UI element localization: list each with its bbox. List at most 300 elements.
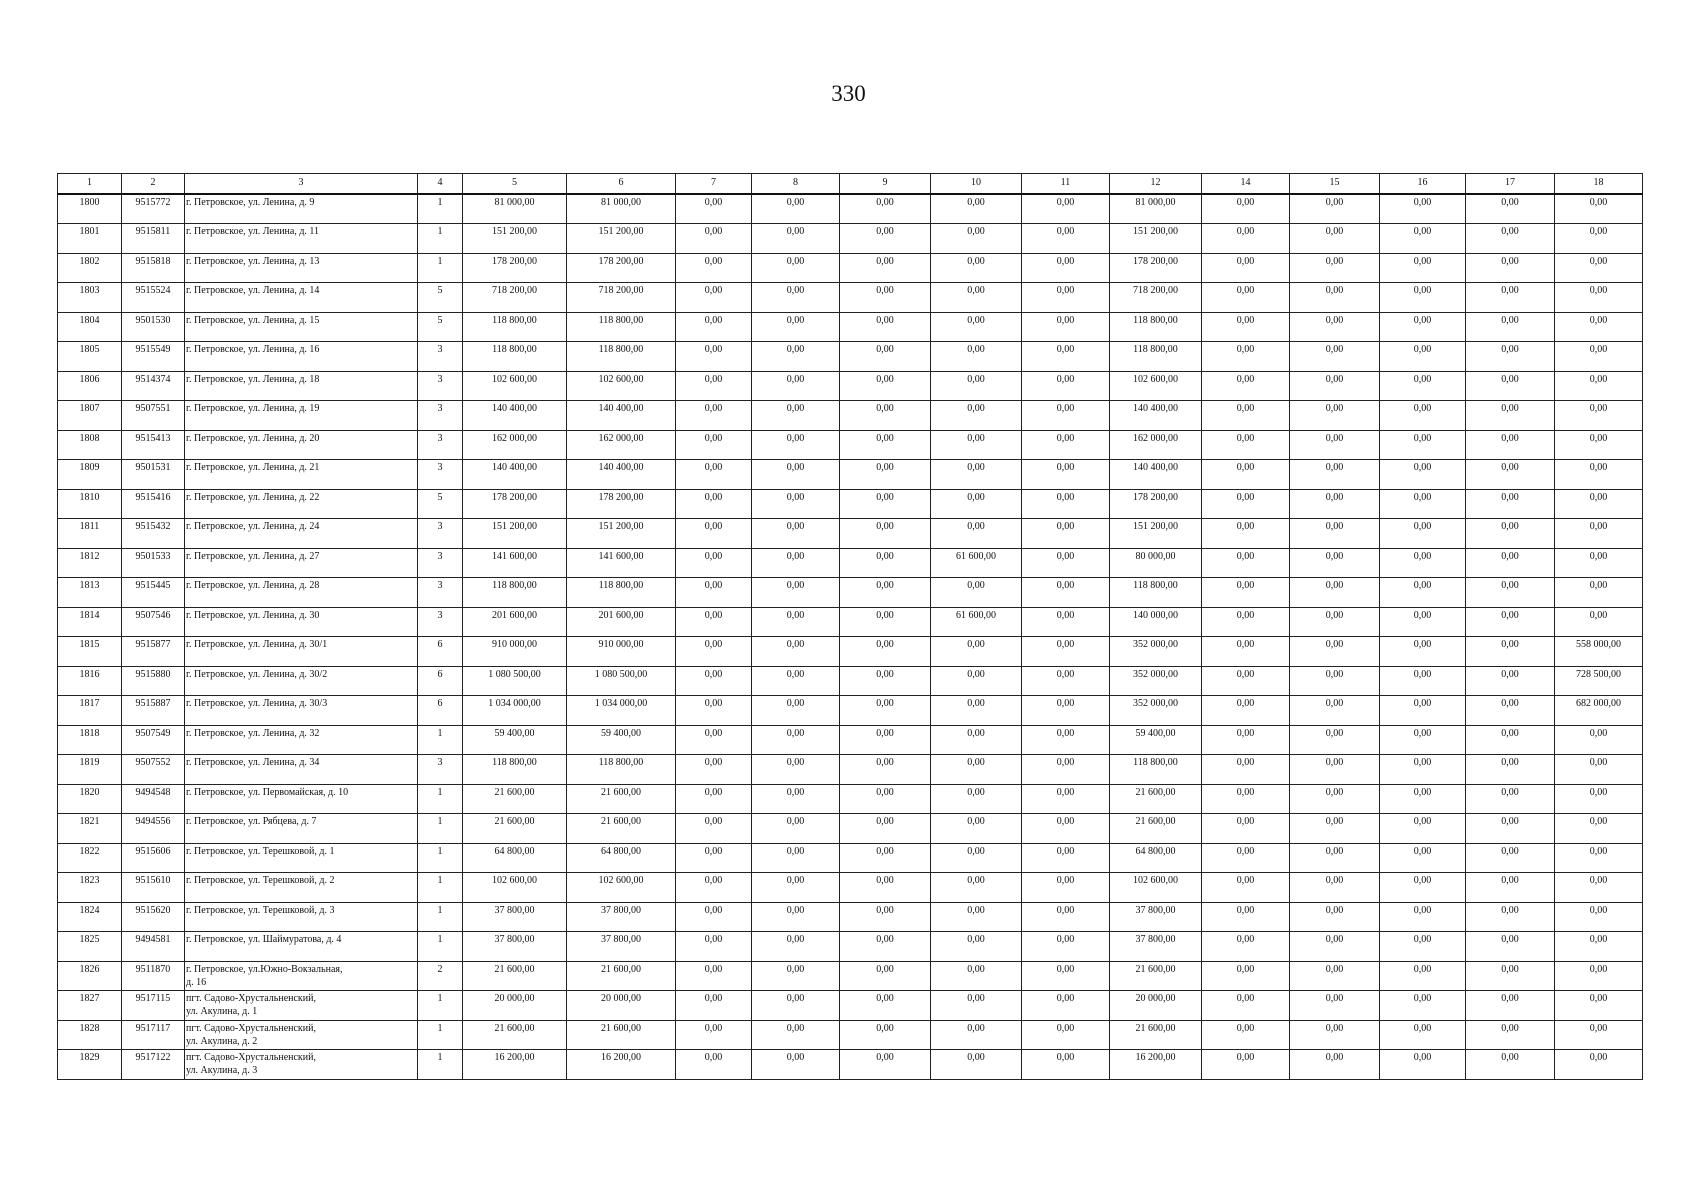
value-cell-col-5: 37 800,00 bbox=[463, 932, 567, 962]
value-cell-col-10: 61 600,00 bbox=[931, 607, 1022, 637]
value-cell-col-14: 0,00 bbox=[1202, 784, 1290, 814]
value-cell-col-16: 0,00 bbox=[1380, 1020, 1466, 1050]
column-header: 5 bbox=[463, 174, 567, 195]
value-cell-col-11: 0,00 bbox=[1022, 607, 1110, 637]
object-code-cell: 9515880 bbox=[122, 666, 185, 696]
value-cell-col-5: 118 800,00 bbox=[463, 578, 567, 608]
value-cell-col-4: 6 bbox=[418, 696, 463, 726]
value-cell-col-16: 0,00 bbox=[1380, 755, 1466, 785]
value-cell-col-16: 0,00 bbox=[1380, 519, 1466, 549]
value-cell-col-7: 0,00 bbox=[676, 342, 752, 372]
row-number-cell: 1828 bbox=[58, 1020, 122, 1050]
value-cell-col-17: 0,00 bbox=[1466, 607, 1555, 637]
value-cell-col-12: 178 200,00 bbox=[1110, 489, 1202, 519]
value-cell-col-7: 0,00 bbox=[676, 902, 752, 932]
table-row bbox=[58, 725, 1643, 755]
value-cell-col-18: 682 000,00 bbox=[1555, 696, 1643, 726]
value-cell-col-17: 0,00 bbox=[1466, 519, 1555, 549]
value-cell-col-7: 0,00 bbox=[676, 430, 752, 460]
value-cell-col-17: 0,00 bbox=[1466, 637, 1555, 667]
value-cell-col-4: 6 bbox=[418, 666, 463, 696]
object-code-cell: 9494556 bbox=[122, 814, 185, 844]
value-cell-col-4: 1 bbox=[418, 253, 463, 283]
value-cell-col-6: 16 200,00 bbox=[567, 1050, 676, 1080]
value-cell-col-7: 0,00 bbox=[676, 460, 752, 490]
value-cell-col-14: 0,00 bbox=[1202, 873, 1290, 903]
value-cell-col-8: 0,00 bbox=[752, 194, 840, 224]
value-cell-col-15: 0,00 bbox=[1290, 784, 1380, 814]
object-code-cell: 9515445 bbox=[122, 578, 185, 608]
object-code-cell: 9517117 bbox=[122, 1020, 185, 1050]
value-cell-col-18: 0,00 bbox=[1555, 194, 1643, 224]
address-line: д. 16 bbox=[186, 976, 207, 988]
row-number-cell: 1804 bbox=[58, 312, 122, 342]
value-cell-col-7: 0,00 bbox=[676, 283, 752, 313]
value-cell-col-4: 1 bbox=[418, 991, 463, 1021]
column-header: 9 bbox=[840, 174, 931, 195]
value-cell-col-16: 0,00 bbox=[1380, 460, 1466, 490]
address-line: г. Петровское, ул. Ленина, д. 21 bbox=[186, 462, 320, 473]
object-code-cell: 9515606 bbox=[122, 843, 185, 873]
value-cell-col-9: 0,00 bbox=[840, 961, 931, 991]
value-cell-col-11: 0,00 bbox=[1022, 696, 1110, 726]
value-cell-col-6: 201 600,00 bbox=[567, 607, 676, 637]
value-cell-col-12: 21 600,00 bbox=[1110, 961, 1202, 991]
address-line: г. Петровское, ул. Терешковой, д. 3 bbox=[186, 904, 335, 916]
value-cell-col-15: 0,00 bbox=[1290, 873, 1380, 903]
value-cell-col-12: 37 800,00 bbox=[1110, 932, 1202, 962]
value-cell-col-15: 0,00 bbox=[1290, 578, 1380, 608]
value-cell-col-5: 21 600,00 bbox=[463, 814, 567, 844]
address-line: ул. Акулина, д. 2 bbox=[186, 1035, 258, 1047]
value-cell-col-14: 0,00 bbox=[1202, 312, 1290, 342]
value-cell-col-16: 0,00 bbox=[1380, 784, 1466, 814]
value-cell-col-7: 0,00 bbox=[676, 371, 752, 401]
address-cell bbox=[185, 666, 418, 696]
value-cell-col-7: 0,00 bbox=[676, 814, 752, 844]
object-code-cell: 9515524 bbox=[122, 283, 185, 313]
value-cell-col-15: 0,00 bbox=[1290, 814, 1380, 844]
value-cell-col-10: 0,00 bbox=[931, 932, 1022, 962]
value-cell-col-12: 118 800,00 bbox=[1110, 342, 1202, 372]
value-cell-col-11: 0,00 bbox=[1022, 430, 1110, 460]
value-cell-col-7: 0,00 bbox=[676, 607, 752, 637]
value-cell-col-18: 0,00 bbox=[1555, 430, 1643, 460]
value-cell-col-9: 0,00 bbox=[840, 607, 931, 637]
value-cell-col-10: 0,00 bbox=[931, 489, 1022, 519]
value-cell-col-10: 0,00 bbox=[931, 873, 1022, 903]
value-cell-col-16: 0,00 bbox=[1380, 342, 1466, 372]
value-cell-col-6: 118 800,00 bbox=[567, 312, 676, 342]
value-cell-col-4: 3 bbox=[418, 460, 463, 490]
value-cell-col-16: 0,00 bbox=[1380, 548, 1466, 578]
value-cell-col-17: 0,00 bbox=[1466, 814, 1555, 844]
value-cell-col-4: 3 bbox=[418, 519, 463, 549]
value-cell-col-8: 0,00 bbox=[752, 961, 840, 991]
address-cell bbox=[185, 430, 418, 460]
value-cell-col-8: 0,00 bbox=[752, 902, 840, 932]
value-cell-col-8: 0,00 bbox=[752, 814, 840, 844]
value-cell-col-7: 0,00 bbox=[676, 1020, 752, 1050]
value-cell-col-5: 118 800,00 bbox=[463, 755, 567, 785]
value-cell-col-8: 0,00 bbox=[752, 725, 840, 755]
value-cell-col-6: 910 000,00 bbox=[567, 637, 676, 667]
value-cell-col-8: 0,00 bbox=[752, 607, 840, 637]
value-cell-col-11: 0,00 bbox=[1022, 548, 1110, 578]
value-cell-col-6: 118 800,00 bbox=[567, 578, 676, 608]
value-cell-col-16: 0,00 bbox=[1380, 283, 1466, 313]
value-cell-col-11: 0,00 bbox=[1022, 784, 1110, 814]
value-cell-col-10: 0,00 bbox=[931, 283, 1022, 313]
value-cell-col-12: 118 800,00 bbox=[1110, 755, 1202, 785]
value-cell-col-11: 0,00 bbox=[1022, 902, 1110, 932]
value-cell-col-9: 0,00 bbox=[840, 401, 931, 431]
address-cell bbox=[185, 843, 418, 873]
value-cell-col-18: 0,00 bbox=[1555, 371, 1643, 401]
value-cell-col-9: 0,00 bbox=[840, 342, 931, 372]
value-cell-col-7: 0,00 bbox=[676, 489, 752, 519]
value-cell-col-18: 0,00 bbox=[1555, 519, 1643, 549]
register-table bbox=[57, 173, 1643, 1080]
value-cell-col-16: 0,00 bbox=[1380, 253, 1466, 283]
table-row bbox=[58, 371, 1643, 401]
value-cell-col-17: 0,00 bbox=[1466, 548, 1555, 578]
row-number-cell: 1813 bbox=[58, 578, 122, 608]
value-cell-col-12: 21 600,00 bbox=[1110, 1020, 1202, 1050]
header-row bbox=[58, 174, 1643, 195]
value-cell-col-9: 0,00 bbox=[840, 312, 931, 342]
object-code-cell: 9494581 bbox=[122, 932, 185, 962]
object-code-cell: 9515416 bbox=[122, 489, 185, 519]
value-cell-col-12: 118 800,00 bbox=[1110, 312, 1202, 342]
row-number-cell: 1825 bbox=[58, 932, 122, 962]
value-cell-col-14: 0,00 bbox=[1202, 607, 1290, 637]
row-number-cell: 1815 bbox=[58, 637, 122, 667]
value-cell-col-6: 1 034 000,00 bbox=[567, 696, 676, 726]
table-row bbox=[58, 637, 1643, 667]
value-cell-col-4: 6 bbox=[418, 637, 463, 667]
object-code-cell: 9494548 bbox=[122, 784, 185, 814]
value-cell-col-18: 0,00 bbox=[1555, 283, 1643, 313]
address-line: г. Петровское, ул. Рябцева, д. 7 bbox=[186, 816, 317, 827]
value-cell-col-12: 140 400,00 bbox=[1110, 401, 1202, 431]
value-cell-col-18: 0,00 bbox=[1555, 784, 1643, 814]
value-cell-col-5: 118 800,00 bbox=[463, 342, 567, 372]
table-row bbox=[58, 578, 1643, 608]
address-cell bbox=[185, 1020, 418, 1050]
value-cell-col-4: 1 bbox=[418, 725, 463, 755]
value-cell-col-10: 0,00 bbox=[931, 666, 1022, 696]
value-cell-col-6: 59 400,00 bbox=[567, 725, 676, 755]
value-cell-col-11: 0,00 bbox=[1022, 725, 1110, 755]
row-number-cell: 1810 bbox=[58, 489, 122, 519]
value-cell-col-11: 0,00 bbox=[1022, 578, 1110, 608]
value-cell-col-7: 0,00 bbox=[676, 637, 752, 667]
object-code-cell: 9507552 bbox=[122, 755, 185, 785]
value-cell-col-8: 0,00 bbox=[752, 991, 840, 1021]
value-cell-col-9: 0,00 bbox=[840, 784, 931, 814]
table-row bbox=[58, 1050, 1643, 1080]
object-code-cell: 9515877 bbox=[122, 637, 185, 667]
value-cell-col-4: 1 bbox=[418, 843, 463, 873]
value-cell-col-8: 0,00 bbox=[752, 371, 840, 401]
value-cell-col-8: 0,00 bbox=[752, 932, 840, 962]
value-cell-col-6: 118 800,00 bbox=[567, 342, 676, 372]
value-cell-col-15: 0,00 bbox=[1290, 755, 1380, 785]
value-cell-col-9: 0,00 bbox=[840, 194, 931, 224]
value-cell-col-7: 0,00 bbox=[676, 548, 752, 578]
row-number-cell: 1826 bbox=[58, 961, 122, 991]
value-cell-col-16: 0,00 bbox=[1380, 637, 1466, 667]
value-cell-col-18: 0,00 bbox=[1555, 607, 1643, 637]
value-cell-col-12: 102 600,00 bbox=[1110, 371, 1202, 401]
address-line: г. Петровское, ул. Ленина, д. 22 bbox=[186, 491, 320, 503]
table-row bbox=[58, 814, 1643, 844]
value-cell-col-8: 0,00 bbox=[752, 696, 840, 726]
table-row bbox=[58, 253, 1643, 283]
value-cell-col-15: 0,00 bbox=[1290, 1050, 1380, 1080]
value-cell-col-9: 0,00 bbox=[840, 725, 931, 755]
table-row bbox=[58, 1020, 1643, 1050]
value-cell-col-11: 0,00 bbox=[1022, 932, 1110, 962]
address-cell bbox=[185, 902, 418, 932]
value-cell-col-11: 0,00 bbox=[1022, 342, 1110, 372]
value-cell-col-16: 0,00 bbox=[1380, 932, 1466, 962]
column-header: 18 bbox=[1555, 174, 1643, 195]
value-cell-col-8: 0,00 bbox=[752, 755, 840, 785]
value-cell-col-15: 0,00 bbox=[1290, 489, 1380, 519]
address-line: г. Петровское, ул. Ленина, д. 20 bbox=[186, 432, 320, 444]
value-cell-col-6: 102 600,00 bbox=[567, 371, 676, 401]
address-cell bbox=[185, 253, 418, 283]
value-cell-col-18: 0,00 bbox=[1555, 312, 1643, 342]
value-cell-col-15: 0,00 bbox=[1290, 991, 1380, 1021]
address-cell bbox=[185, 371, 418, 401]
value-cell-col-14: 0,00 bbox=[1202, 548, 1290, 578]
column-header: 3 bbox=[185, 174, 418, 195]
value-cell-col-5: 151 200,00 bbox=[463, 224, 567, 254]
table-row bbox=[58, 666, 1643, 696]
value-cell-col-4: 3 bbox=[418, 755, 463, 785]
value-cell-col-4: 1 bbox=[418, 1020, 463, 1050]
value-cell-col-11: 0,00 bbox=[1022, 1020, 1110, 1050]
value-cell-col-15: 0,00 bbox=[1290, 902, 1380, 932]
value-cell-col-12: 16 200,00 bbox=[1110, 1050, 1202, 1080]
row-number-cell: 1809 bbox=[58, 460, 122, 490]
value-cell-col-11: 0,00 bbox=[1022, 224, 1110, 254]
column-header: 16 bbox=[1380, 174, 1466, 195]
value-cell-col-12: 64 800,00 bbox=[1110, 843, 1202, 873]
address-cell bbox=[185, 519, 418, 549]
value-cell-col-5: 140 400,00 bbox=[463, 401, 567, 431]
object-code-cell: 9515811 bbox=[122, 224, 185, 254]
address-cell bbox=[185, 696, 418, 726]
column-header: 1 bbox=[58, 174, 122, 195]
address-line: пгт. Садово-Хрустальненский, bbox=[186, 1052, 316, 1063]
address-line: ул. Акулина, д. 3 bbox=[186, 1065, 258, 1076]
value-cell-col-4: 1 bbox=[418, 224, 463, 254]
value-cell-col-4: 1 bbox=[418, 784, 463, 814]
value-cell-col-5: 201 600,00 bbox=[463, 607, 567, 637]
value-cell-col-8: 0,00 bbox=[752, 253, 840, 283]
value-cell-col-17: 0,00 bbox=[1466, 755, 1555, 785]
address-line: г. Петровское, ул. Ленина, д. 24 bbox=[186, 521, 320, 532]
value-cell-col-5: 178 200,00 bbox=[463, 253, 567, 283]
address-cell bbox=[185, 548, 418, 578]
value-cell-col-4: 3 bbox=[418, 578, 463, 608]
value-cell-col-18: 0,00 bbox=[1555, 932, 1643, 962]
value-cell-col-14: 0,00 bbox=[1202, 401, 1290, 431]
value-cell-col-14: 0,00 bbox=[1202, 283, 1290, 313]
table-row bbox=[58, 430, 1643, 460]
value-cell-col-18: 558 000,00 bbox=[1555, 637, 1643, 667]
value-cell-col-9: 0,00 bbox=[840, 637, 931, 667]
value-cell-col-10: 0,00 bbox=[931, 902, 1022, 932]
value-cell-col-6: 1 080 500,00 bbox=[567, 666, 676, 696]
table-row bbox=[58, 283, 1643, 313]
value-cell-col-4: 1 bbox=[418, 1050, 463, 1080]
value-cell-col-11: 0,00 bbox=[1022, 666, 1110, 696]
address-cell bbox=[185, 814, 418, 844]
table-row bbox=[58, 961, 1643, 991]
value-cell-col-15: 0,00 bbox=[1290, 312, 1380, 342]
value-cell-col-6: 21 600,00 bbox=[567, 1020, 676, 1050]
value-cell-col-12: 352 000,00 bbox=[1110, 666, 1202, 696]
value-cell-col-17: 0,00 bbox=[1466, 224, 1555, 254]
value-cell-col-11: 0,00 bbox=[1022, 961, 1110, 991]
address-cell bbox=[185, 932, 418, 962]
address-line: г. Петровское, ул. Ленина, д. 14 bbox=[186, 285, 320, 296]
value-cell-col-14: 0,00 bbox=[1202, 489, 1290, 519]
column-header: 12 bbox=[1110, 174, 1202, 195]
value-cell-col-5: 102 600,00 bbox=[463, 371, 567, 401]
column-header: 11 bbox=[1022, 174, 1110, 195]
column-header: 6 bbox=[567, 174, 676, 195]
value-cell-col-7: 0,00 bbox=[676, 991, 752, 1021]
value-cell-col-9: 0,00 bbox=[840, 489, 931, 519]
address-cell bbox=[185, 578, 418, 608]
address-line: г. Петровское, ул. Ленина, д. 30/3 bbox=[186, 698, 328, 709]
value-cell-col-10: 0,00 bbox=[931, 371, 1022, 401]
value-cell-col-8: 0,00 bbox=[752, 1020, 840, 1050]
value-cell-col-16: 0,00 bbox=[1380, 696, 1466, 726]
value-cell-col-11: 0,00 bbox=[1022, 519, 1110, 549]
address-line: ул. Акулина, д. 1 bbox=[186, 1006, 258, 1017]
object-code-cell: 9511870 bbox=[122, 961, 185, 991]
value-cell-col-12: 102 600,00 bbox=[1110, 873, 1202, 903]
row-number-cell: 1824 bbox=[58, 902, 122, 932]
value-cell-col-11: 0,00 bbox=[1022, 283, 1110, 313]
value-cell-col-4: 3 bbox=[418, 607, 463, 637]
value-cell-col-6: 21 600,00 bbox=[567, 961, 676, 991]
row-number-cell: 1807 bbox=[58, 401, 122, 431]
value-cell-col-5: 910 000,00 bbox=[463, 637, 567, 667]
value-cell-col-8: 0,00 bbox=[752, 1050, 840, 1080]
value-cell-col-17: 0,00 bbox=[1466, 784, 1555, 814]
value-cell-col-11: 0,00 bbox=[1022, 460, 1110, 490]
value-cell-col-7: 0,00 bbox=[676, 873, 752, 903]
value-cell-col-17: 0,00 bbox=[1466, 666, 1555, 696]
value-cell-col-5: 118 800,00 bbox=[463, 312, 567, 342]
value-cell-col-15: 0,00 bbox=[1290, 725, 1380, 755]
object-code-cell: 9507549 bbox=[122, 725, 185, 755]
value-cell-col-10: 0,00 bbox=[931, 991, 1022, 1021]
value-cell-col-5: 1 080 500,00 bbox=[463, 666, 567, 696]
object-code-cell: 9515772 bbox=[122, 194, 185, 224]
value-cell-col-14: 0,00 bbox=[1202, 1050, 1290, 1080]
value-cell-col-11: 0,00 bbox=[1022, 843, 1110, 873]
address-line: г. Петровское, ул. Терешковой, д. 2 bbox=[186, 875, 335, 886]
value-cell-col-9: 0,00 bbox=[840, 548, 931, 578]
address-cell bbox=[185, 755, 418, 785]
value-cell-col-8: 0,00 bbox=[752, 666, 840, 696]
value-cell-col-17: 0,00 bbox=[1466, 843, 1555, 873]
value-cell-col-4: 3 bbox=[418, 371, 463, 401]
row-number-cell: 1800 bbox=[58, 194, 122, 224]
value-cell-col-17: 0,00 bbox=[1466, 961, 1555, 991]
value-cell-col-10: 0,00 bbox=[931, 519, 1022, 549]
value-cell-col-12: 81 000,00 bbox=[1110, 194, 1202, 224]
value-cell-col-8: 0,00 bbox=[752, 784, 840, 814]
value-cell-col-5: 102 600,00 bbox=[463, 873, 567, 903]
value-cell-col-7: 0,00 bbox=[676, 961, 752, 991]
value-cell-col-15: 0,00 bbox=[1290, 696, 1380, 726]
value-cell-col-7: 0,00 bbox=[676, 312, 752, 342]
value-cell-col-11: 0,00 bbox=[1022, 401, 1110, 431]
address-cell bbox=[185, 342, 418, 372]
value-cell-col-10: 0,00 bbox=[931, 194, 1022, 224]
row-number-cell: 1808 bbox=[58, 430, 122, 460]
value-cell-col-16: 0,00 bbox=[1380, 401, 1466, 431]
value-cell-col-9: 0,00 bbox=[840, 253, 931, 283]
value-cell-col-15: 0,00 bbox=[1290, 224, 1380, 254]
value-cell-col-8: 0,00 bbox=[752, 224, 840, 254]
value-cell-col-16: 0,00 bbox=[1380, 961, 1466, 991]
value-cell-col-14: 0,00 bbox=[1202, 224, 1290, 254]
row-number-cell: 1811 bbox=[58, 519, 122, 549]
value-cell-col-12: 20 000,00 bbox=[1110, 991, 1202, 1021]
table-row bbox=[58, 460, 1643, 490]
value-cell-col-9: 0,00 bbox=[840, 519, 931, 549]
value-cell-col-14: 0,00 bbox=[1202, 430, 1290, 460]
value-cell-col-18: 0,00 bbox=[1555, 548, 1643, 578]
value-cell-col-6: 178 200,00 bbox=[567, 489, 676, 519]
value-cell-col-10: 0,00 bbox=[931, 1020, 1022, 1050]
value-cell-col-5: 162 000,00 bbox=[463, 430, 567, 460]
value-cell-col-5: 16 200,00 bbox=[463, 1050, 567, 1080]
value-cell-col-17: 0,00 bbox=[1466, 489, 1555, 519]
value-cell-col-18: 0,00 bbox=[1555, 961, 1643, 991]
value-cell-col-16: 0,00 bbox=[1380, 814, 1466, 844]
value-cell-col-4: 1 bbox=[418, 814, 463, 844]
row-number-cell: 1820 bbox=[58, 784, 122, 814]
value-cell-col-5: 20 000,00 bbox=[463, 991, 567, 1021]
value-cell-col-14: 0,00 bbox=[1202, 342, 1290, 372]
address-cell bbox=[185, 489, 418, 519]
value-cell-col-16: 0,00 bbox=[1380, 873, 1466, 903]
value-cell-col-15: 0,00 bbox=[1290, 843, 1380, 873]
column-header: 2 bbox=[122, 174, 185, 195]
row-number-cell: 1812 bbox=[58, 548, 122, 578]
value-cell-col-5: 21 600,00 bbox=[463, 784, 567, 814]
value-cell-col-11: 0,00 bbox=[1022, 1050, 1110, 1080]
value-cell-col-6: 102 600,00 bbox=[567, 873, 676, 903]
value-cell-col-17: 0,00 bbox=[1466, 696, 1555, 726]
column-header: 15 bbox=[1290, 174, 1380, 195]
table-header bbox=[58, 174, 1643, 195]
value-cell-col-10: 0,00 bbox=[931, 725, 1022, 755]
value-cell-col-15: 0,00 bbox=[1290, 253, 1380, 283]
